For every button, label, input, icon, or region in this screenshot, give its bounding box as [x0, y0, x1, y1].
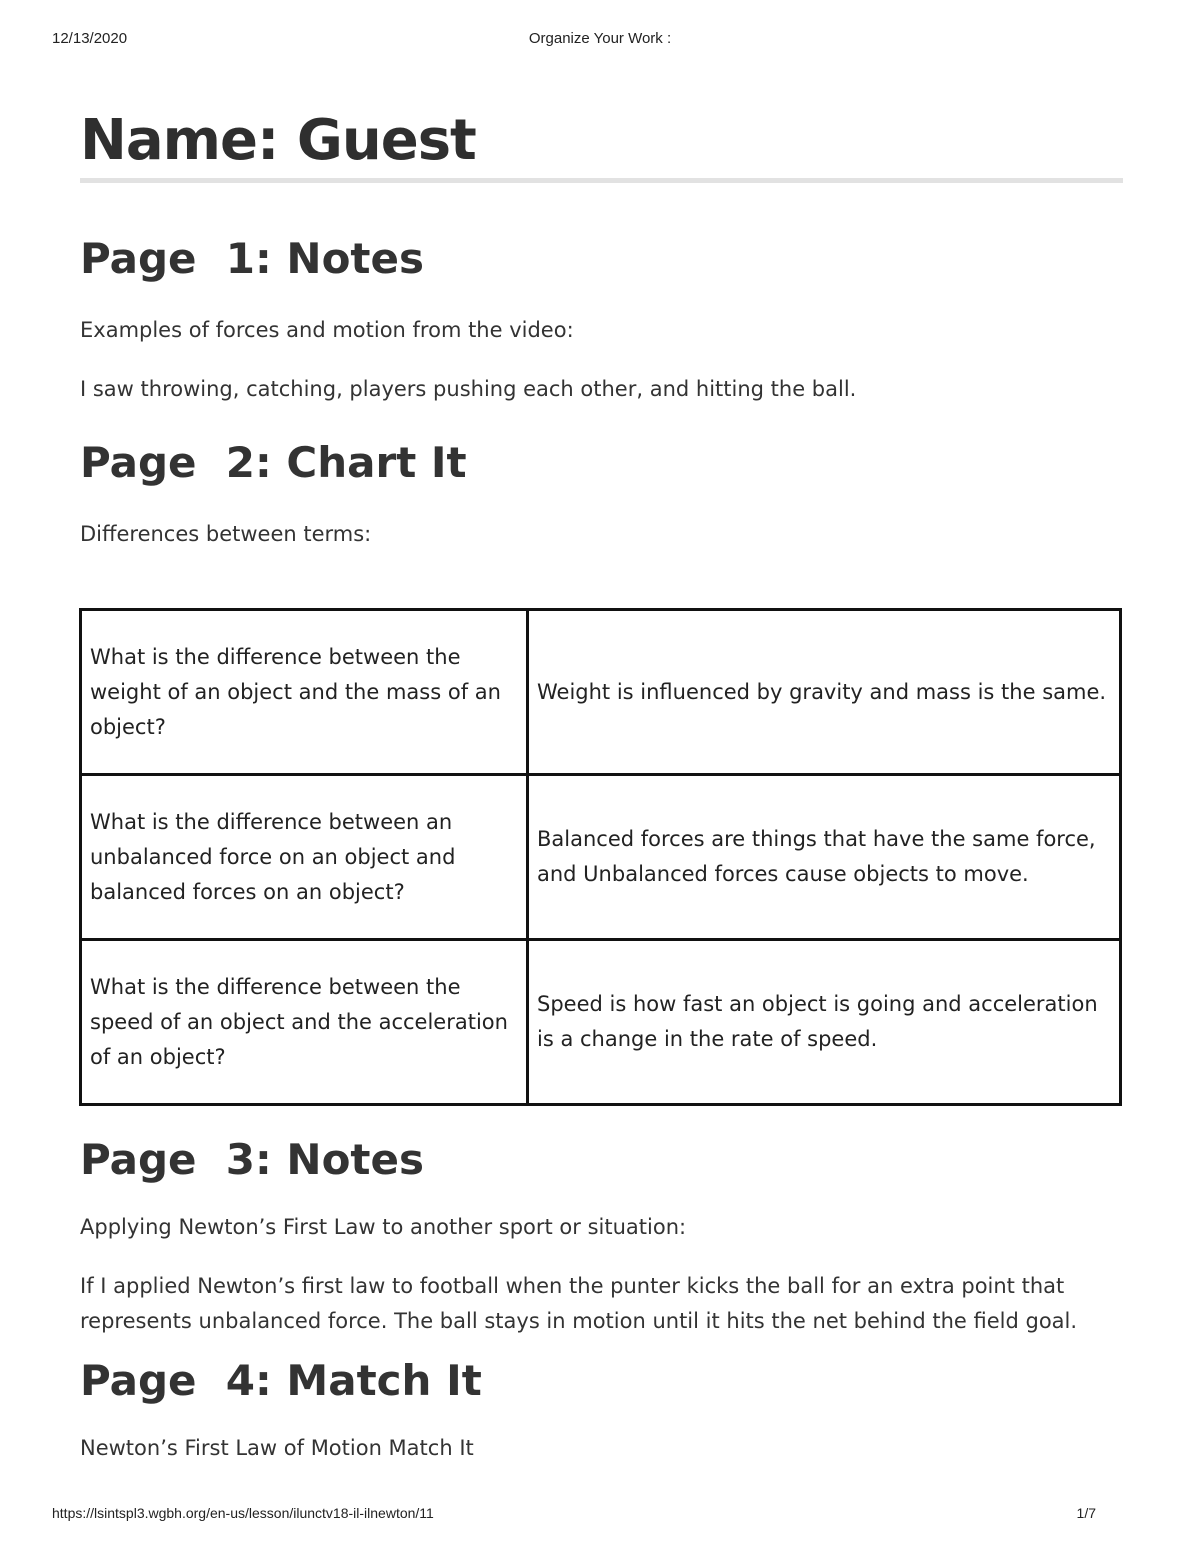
page4-heading: Page 4: Match It [80, 1356, 482, 1405]
print-title: Organize Your Work : [528, 30, 672, 47]
table-row [81, 775, 1121, 940]
page2-prompt: Differences between terms: [80, 522, 372, 546]
name-title: Name: Guest [80, 108, 476, 173]
print-footer [52, 1505, 1148, 1525]
page1-heading: Page 1: Notes [80, 234, 424, 283]
document-content [80, 104, 1123, 1466]
page2-heading: Page 2: Chart It [80, 438, 467, 487]
table-row [81, 940, 1121, 1105]
page1-prompt: Examples of forces and motion from the video: [80, 318, 574, 342]
page4-prompt: Newton’s First Law of Motion Match It [80, 1436, 474, 1460]
table-question-cell: What is the difference between the weight of an object and the mass of an object? [81, 610, 528, 775]
table-answer-cell: Speed is how fast an object is going and acceleration is a change in the rate of speed. [528, 940, 1121, 1105]
page3-answer: If I applied Newton’s first law to football when the punter kicks the ball for an extra point that represents unbalanced force. The ball stays in motion until it hits the net behind the field goal. [80, 1274, 1078, 1333]
title-divider [80, 178, 1123, 183]
page4-section [80, 1353, 1123, 1466]
page-number: 1/7 [1076, 1505, 1096, 1521]
table-answer-cell: Weight is influenced by gravity and mass is the same. [528, 610, 1121, 775]
page2-section [80, 435, 1123, 1106]
print-header [52, 30, 1148, 50]
table-row [81, 610, 1121, 775]
page3-prompt: Applying Newton’s First Law to another sport or situation: [80, 1215, 687, 1239]
page3-heading: Page 3: Notes [80, 1135, 424, 1184]
chart-table [79, 608, 1122, 1106]
page3-section [80, 1132, 1123, 1339]
table-answer-cell: Balanced forces are things that have the same force, and Unbalanced forces cause objects to move. [528, 775, 1121, 940]
page-url: https://lsintspl3.wgbh.org/en-us/lesson/ilunctv18-il-ilnewton/11 [52, 1505, 434, 1521]
print-date: 12/13/2020 [52, 30, 128, 47]
table-question-cell: What is the difference between the speed of an object and the acceleration of an object? [81, 940, 528, 1105]
page1-answer: I saw throwing, catching, players pushing each other, and hitting the ball. [80, 377, 857, 401]
page1-section [80, 231, 1123, 407]
table-question-cell: What is the difference between an unbalanced force on an object and balanced forces on an object? [81, 775, 528, 940]
